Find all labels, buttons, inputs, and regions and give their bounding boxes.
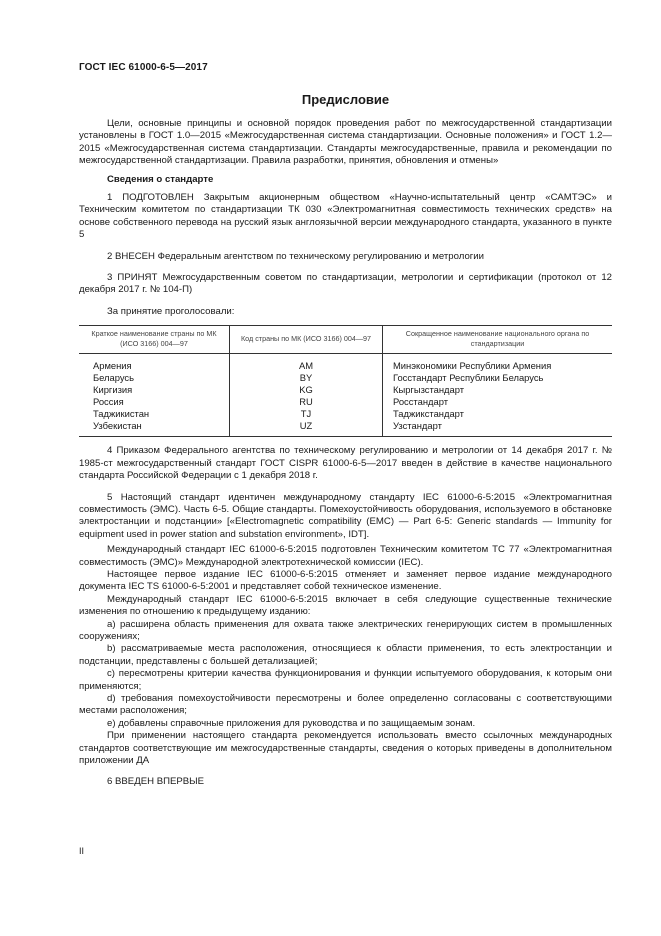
intro-paragraph: Цели, основные принципы и основной порядок проведения работ по межгосударственной стандартизации установлены в ГОСТ 1.0—2015 «Межгосударственная система стандартизации. Основные положения» и ГОСТ 1.2—2015 «Межгосударственная система стандартизации. Стандарты межгосударственные, правила и рекомендации по межгосударственной стандартизации. Правила разработки, принятия, обновления и отмены»: [79, 118, 612, 167]
table-row: [79, 372, 612, 384]
item-1: 1 ПОДГОТОВЛЕН Закрытым акционерным обществом «Научно-испытательный центр «САМТЭС» и Техническим комитетом по стандартизации ТК 030 «Электромагнитная совместимость технических средств» на основе собственного перевода на русский язык англоязычной версии международного стандарта, указанного в пункте 5: [79, 192, 612, 241]
country-code: RU: [230, 396, 383, 408]
country-name: Киргизия: [93, 384, 133, 396]
country-code: KG: [230, 384, 383, 396]
country-name: Армения: [93, 360, 132, 372]
change-a: a) расширена область применения для охвата также электрических генерирующих систем в промышленных сооружениях;: [79, 618, 612, 642]
item-5-changes: Международный стандарт IEC 61000-6-5:2015 включает в себя следующие существенные технические изменения по отношению к предыдущему изданию:: [79, 593, 612, 618]
col-header-organ: Сокращенное наименование национального органа по стандартизации: [383, 326, 613, 354]
standards-body: Госстандарт Республики Беларусь: [383, 372, 613, 384]
item-2: 2 ВНЕСЕН Федеральным агентством по техническому регулированию и метрологии: [107, 250, 485, 262]
document-code: ГОСТ IEC 61000-6-5—2017: [79, 62, 208, 73]
item-5-committee: Международный стандарт IEC 61000-6-5:2015 подготовлен Техническим комитетом ТС 77 «Электромагнитная совместимость (ЭМС)» Международной электротехнической комиссии (IEC).: [79, 544, 612, 568]
table-row: [79, 408, 612, 420]
table-row: [79, 384, 612, 396]
item-6: 6 ВВЕДЕН ВПЕРВЫЕ: [107, 776, 205, 788]
change-d: d) требования помехоустойчивости пересмотрены и более определенно согласованы с соответствующими местами расположения;: [79, 693, 612, 717]
col-header-code: Код страны по МК (ИСО 3166) 004—97: [230, 326, 383, 354]
change-c: c) пересмотрены критерии качества функционирования и функции испытуемого оборудования, к которым они применяются;: [79, 668, 612, 692]
voted-label: За принятие проголосовали:: [107, 305, 235, 317]
change-b: b) рассматриваемые места расположения, относящиеся к области применения, то есть электростанции и подстанции, представлены с большей детализацией;: [79, 643, 612, 667]
item-5: 5 Настоящий стандарт идентичен международному стандарту IEC 61000-6-5:2015 «Электромагнитная совместимость (ЭМС). Часть 6-5. Общие стандарты. Помехоустойчивость оборудования, используемого в обстановке электростанции и подстанции» [«Electromagnetic compatibility (EMC) — Part 6-5: Generic standards — Immunity for equipment used in power station and substation environment», IDT].: [79, 491, 612, 540]
item-5-edition: Настоящее первое издание IEC 61000-6-5:2015 отменяет и заменяет первое издание международного документа IEC TS 61000-6-5:2001 и представляет собой техническое изменение.: [79, 568, 612, 593]
table-header-row: [79, 326, 612, 354]
standards-body: Узстандарт: [383, 420, 613, 437]
country-name: Россия: [93, 396, 124, 408]
item-5-references: При применении настоящего стандарта рекомендуется использовать вместо ссылочных международных стандартов соответствующие им межгосударственные стандарты, сведения о которых приведены в дополнительном приложении ДА: [79, 730, 612, 767]
standards-body: Минэкономики Республики Армения: [383, 354, 613, 373]
standards-body: Росстандарт: [383, 396, 613, 408]
info-heading: Сведения о стандарте: [107, 173, 214, 185]
country-name: Таджикистан: [93, 408, 150, 420]
item-4: 4 Приказом Федерального агентства по техническому регулированию и метрологии от 14 декабря 2017 г. № 1985-ст межгосударственный стандарт ГОСТ CISPR 61000-6-5—2017 введен в действие в качестве национального стандарта Российской Федерации с 1 декабря 2018 г.: [79, 445, 612, 482]
col-header-country: Краткое наименование страны по МК (ИСО 3166) 004—97: [79, 326, 230, 354]
table-row: [79, 396, 612, 408]
country-code: UZ: [230, 420, 383, 437]
countries-table: [79, 325, 612, 437]
country-name: Узбекистан: [79, 420, 230, 437]
table-row: [79, 420, 612, 437]
country-code: BY: [230, 372, 383, 384]
country-code: AM: [230, 354, 383, 373]
table-row: [79, 354, 612, 373]
item-3: 3 ПРИНЯТ Межгосударственным советом по стандартизации, метрологии и сертификации (протокол от 12 декабря 2017 г. № 104-П): [79, 272, 612, 296]
standards-body: Таджикстандарт: [383, 408, 613, 420]
page-number: II: [79, 846, 85, 856]
standards-body: Кыргызстандарт: [383, 384, 613, 396]
country-name: Беларусь: [93, 372, 135, 384]
page-title: Предисловие: [301, 92, 390, 107]
country-code: TJ: [230, 408, 383, 420]
change-e: e) добавлены справочные приложения для руководства и по защищаемым зонам.: [107, 717, 476, 729]
document-body: [79, 118, 612, 789]
